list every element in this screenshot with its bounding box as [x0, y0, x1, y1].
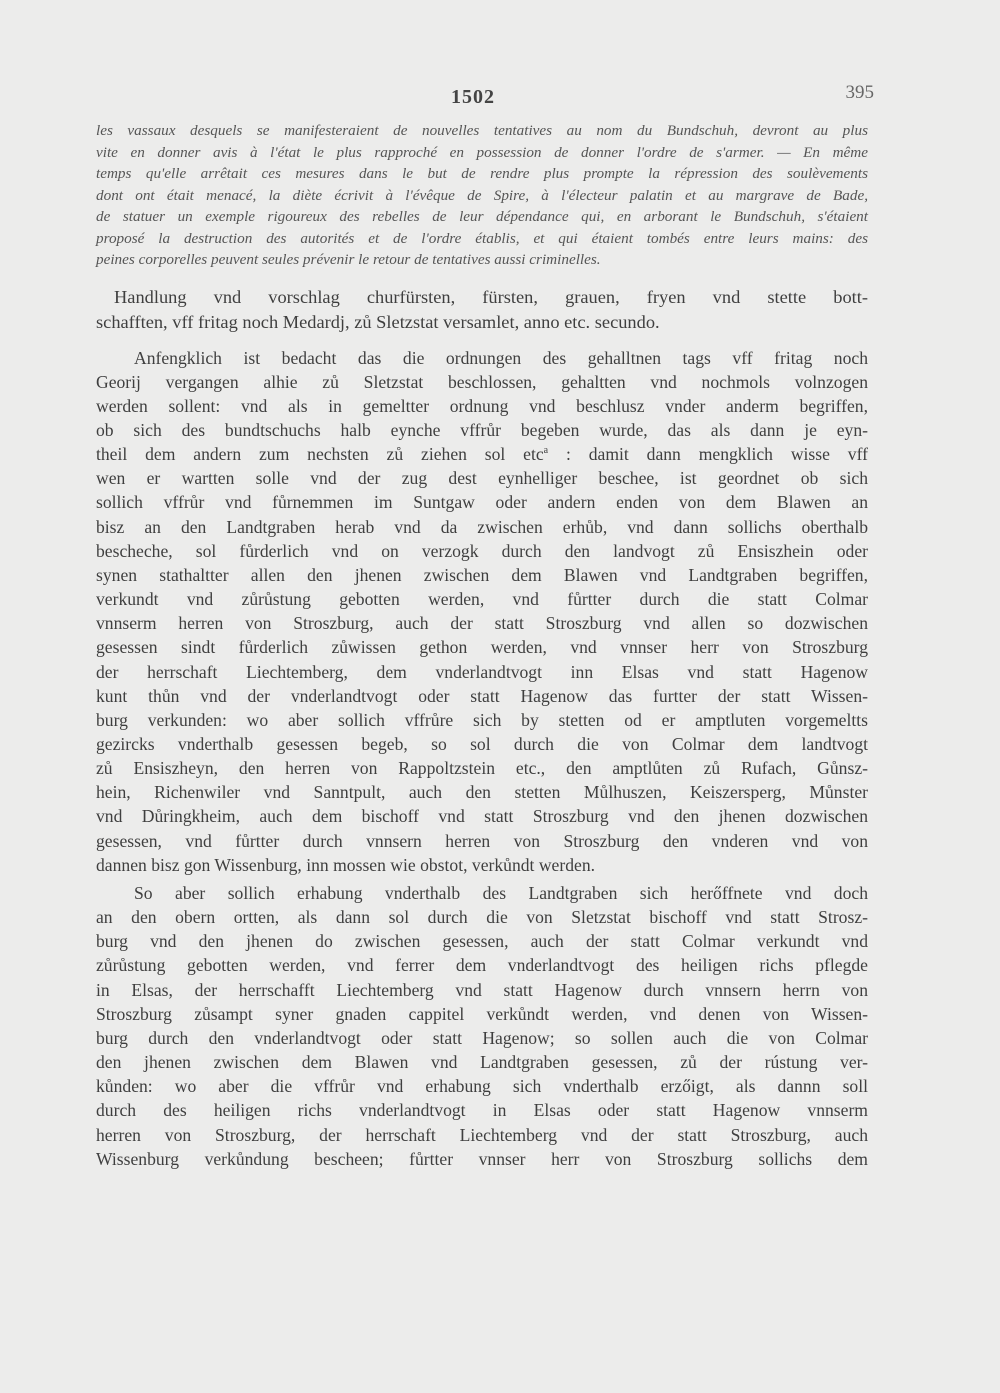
text-line: werden sollent: vnd als in gemeltter ordnung vnd beschlusz vnder anderm begriffen,: [96, 395, 868, 416]
text-line: sollich vffrůr vnd fůrnemmen im Suntgaw oder andern enden von dem Blawen an: [96, 492, 868, 513]
summary-line: vite en donner avis à l'état le plus rapproché en possession de donner l'ordre de s'armer. — En même: [96, 143, 868, 161]
paragraph-1: [96, 346, 868, 877]
running-head-year: 1502: [451, 86, 495, 108]
page-header: [96, 80, 874, 120]
text-line: der herrschaft Liechtemberg, dem vnderlandtvogt inn Elsas vnd statt Hagenow: [96, 661, 868, 682]
text-line: kůnden: wo aber die vffrůr vnd erhabung sich vnderthalb erzőigt, als dannn soll: [96, 1076, 868, 1097]
text-line: zůrůstung gebotten werden, vnd ferrer dem vnderlandtvogt des heiligen richs pflegde: [96, 955, 868, 976]
text-line: gezircks vnderthalb gesessen begeb, so sol durch die von Colmar dem landtvogt: [96, 734, 868, 754]
summary-line: proposé la destruction des autorités et de l'ordre établis, et qui étaient tombés entre leurs mains: des: [96, 229, 868, 247]
text-line: synen stathaltter allen den jhenen zwischen dem Blawen vnd Landtgraben begriffen,: [96, 564, 868, 585]
text-line: Stroszburg zůsampt syner gnaden cappitel verkůndt werden, vnd denen von Wissen-: [96, 1003, 868, 1024]
summary-line: peines corporelles peuvent seules prévenir le retour de tentatives aussi criminelles.: [96, 251, 601, 268]
summary-line: temps qu'elle arrêtait ces mesures dans le but de rendre plus prompte la répression des soulèvements: [96, 165, 868, 182]
text-line: an den obern ortten, als dann sol durch die von Sletzstat bischoff vnd statt Strosz-: [96, 907, 868, 928]
text-line: bisz an den Landtgraben herab vnd da zwischen erhůb, vnd dann sollichs oberthalb: [96, 516, 868, 537]
footnote-marker: a: [543, 445, 549, 457]
document-title: [96, 285, 868, 335]
document-page: [96, 80, 874, 1350]
text-line: vnd Důringkheim, auch dem bischoff vnd statt Stroszburg vnd den jhenen dozwischen: [96, 806, 868, 827]
text-line: durch des heiligen richs vnderlandtvogt in Elsas oder statt Hagenow vnnserm: [96, 1100, 868, 1121]
text-line: in Elsas, der herrschafft Liechtemberg vnd statt Hagenow durch vnnsern herrn von: [96, 979, 868, 1000]
title-line: Handlung vnd vorschlag churfürsten, fürsten, grauen, fryen vnd stette bott-: [114, 286, 868, 307]
text-line-with-footnote: [96, 442, 868, 466]
text-line: den jhenen zwischen dem Blawen vnd Landtgraben gesessen, zů der rústung ver-: [96, 1052, 868, 1073]
text-line: dannen bisz gon Wissenburg, inn mossen wie obstot, verkůndt werden.: [96, 854, 596, 875]
text-line: bescheche, sol fůrderlich vnd on verzogk durch den landvogt zů Ensiszhein oder: [96, 540, 868, 561]
title-line: schafften, vff fritag noch Medardj, zů Sletzstat versamlet, anno etc. secundo.: [96, 311, 660, 332]
text-line: zů Ensiszheyn, den herren von Rappoltzstein etc., den amptlůten zů Rufach, Gůnsz-: [96, 758, 868, 779]
text-line: burg durch den vnderlandtvogt oder statt Hagenow; so sollen auch die von Colmar: [96, 1027, 868, 1048]
text-line: hein, Richenwiler vnd Sanntpult, auch den stetten Můlhuszen, Keiszersperg, Můnster: [96, 782, 868, 803]
text-line: burg verkunden: wo aber sollich vffrůre sich by stetten od er amptluten vorgemeltts: [96, 709, 868, 730]
text-line: gesessen sindt fůrderlich zůwissen gethon werden, vnd vnnser herr von Stroszburg: [96, 637, 868, 658]
text-line: So aber sollich erhabung vnderthalb des Landtgraben sich herőffnete vnd doch: [134, 882, 868, 903]
text-line: Anfengklich ist bedacht das die ordnungen des gehalltnen tags vff fritag noch: [134, 347, 868, 368]
page-number: 395: [845, 82, 874, 103]
summary-line: de statuer un exemple rigoureux des rebelles de leur dépendance qui, en arborant le Bundschuh, s'étaient: [96, 208, 868, 225]
summary-line: dont ont était menacé, la diète écrivit à l'évêque de Spire, à l'électeur palatin et au margrave de Bade,: [96, 186, 868, 204]
paragraph-2: [96, 881, 868, 1171]
text-line: Georij vergangen alhie zů Sletzstat beschlossen, gehaltten vnd nochmols volnzogen: [96, 371, 868, 392]
text-line: wen er wartten solle vnd der zug dest eynhelliger beschee, ist geordnet ob sich: [96, 468, 868, 489]
text-fragment: : damit dann mengklich wisse vff: [565, 444, 868, 465]
text-line: Wissenburg verkůndung bescheen; fůrtter vnnser herr von Stroszburg sollichs dem: [96, 1148, 868, 1169]
text-line: gesessen, vnd fůrtter durch vnnsern herren von Stroszburg den vnderen vnd von: [96, 830, 868, 851]
summary-line: les vassaux desquels se manifesteraient de nouvelles tentatives au nom du Bundschuh, devront au plus: [96, 122, 868, 139]
text-line: verkundt vnd zůrůstung gebotten werden, vnd fůrtter durch die statt Colmar: [96, 589, 868, 610]
text-fragment: theil dem andern zum nechsten zů ziehen sol etc: [96, 444, 544, 465]
french-summary: [96, 120, 868, 271]
text-line: ob sich des bundtschuchs halb eynche vffrůr begeben wurde, das als dann je eyn-: [96, 419, 868, 440]
text-line: kunt thůn vnd der vnderlandtvogt oder statt Hagenow das furtter der statt Wissen-: [96, 685, 868, 706]
text-line: vnnserm herren von Stroszburg, auch der statt Stroszburg vnd allen so dozwischen: [96, 613, 868, 634]
text-line: herren von Stroszburg, der herrschaft Liechtemberg vnd der statt Stroszburg, auch: [96, 1124, 868, 1145]
text-line: burg vnd den jhenen do zwischen gesessen, auch der statt Colmar verkundt vnd: [96, 931, 868, 952]
